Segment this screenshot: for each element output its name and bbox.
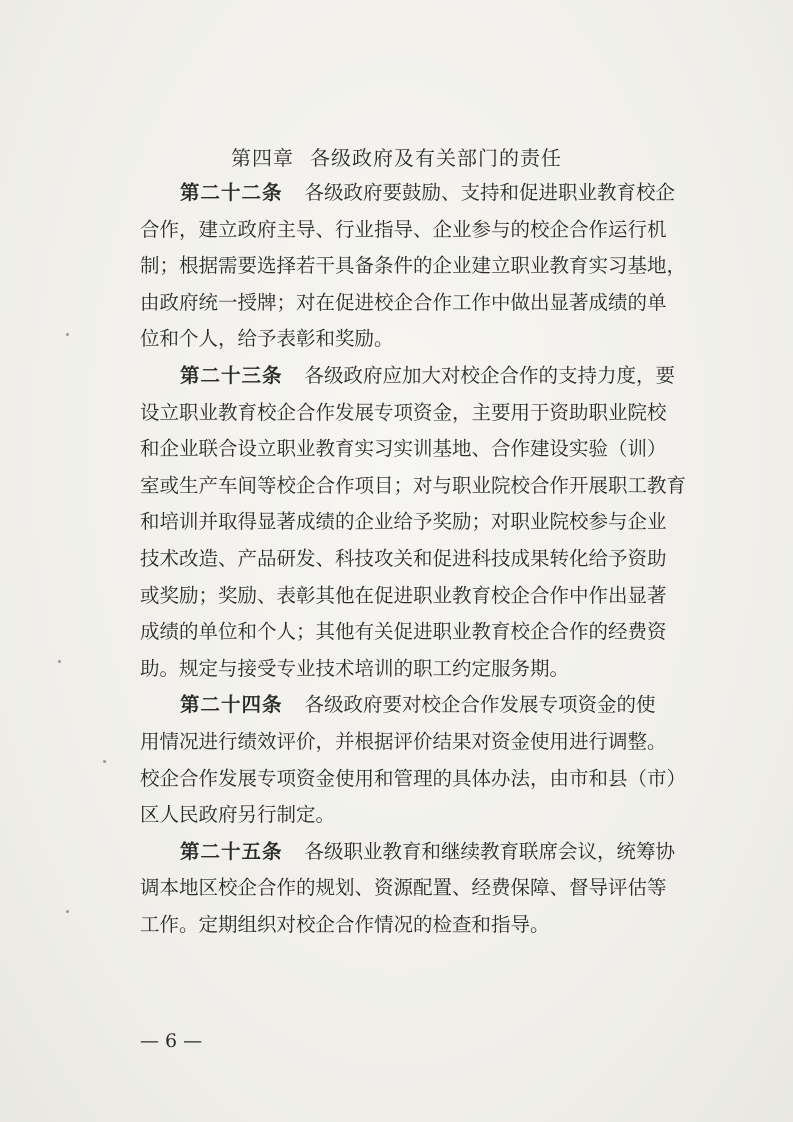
text-line: 技术改造、产品研发、科技攻关和促进科技成果转化给予资助 xyxy=(140,546,667,570)
article-text: 各级政府要对校企合作发展专项资金的使 xyxy=(304,693,656,717)
text-line: 工作。定期组织对校企合作情况的检查和指导。 xyxy=(140,912,550,936)
text-line: 设立职业教育校企合作发展专项资金，主要用于资助职业院校 xyxy=(140,400,667,424)
article-label: 第二十二条 xyxy=(180,181,283,204)
text-line xyxy=(140,358,720,395)
text-line xyxy=(140,834,720,871)
text-line: 调本地区校企合作的规划、资源配置、经费保障、督导评估等 xyxy=(140,876,667,900)
text-line: 或奖励；奖励、表彰其他在促进职业教育校企合作中作出显著 xyxy=(140,583,667,607)
article-label: 第二十五条 xyxy=(180,839,283,863)
text-line: 由政府统一授牌；对在促进校企合作工作中做出显著成绩的单 xyxy=(140,290,667,314)
page-number: — 6 — xyxy=(140,1030,203,1052)
text-line: 和培训并取得显著成绩的企业给予奖励；对职业院校参与企业 xyxy=(140,510,667,534)
chapter-number: 第四章 xyxy=(231,146,294,170)
article-text: 各级职业教育和继续教育联席会议，统筹协 xyxy=(304,839,676,863)
text-line: 和企业联合设立职业教育实习实训基地、合作建设实验（训） xyxy=(140,437,667,461)
article-22 xyxy=(140,175,720,358)
text-line: 位和个人，给予表彰和奖励。 xyxy=(140,327,394,351)
text-line: 助。规定与接受专业技术培训的职工约定服务期。 xyxy=(140,656,570,680)
scan-speck xyxy=(66,333,69,336)
article-text: 各级政府要鼓励、支持和促进职业教育校企 xyxy=(304,181,676,204)
article-24 xyxy=(140,687,720,833)
text-line xyxy=(140,175,720,212)
text-line: 成绩的单位和个人；其他有关促进职业教育校企合作的经费资 xyxy=(140,620,667,644)
text-line: 合作，建立政府主导、行业指导、企业参与的校企合作运行机 xyxy=(140,217,667,241)
scan-speck xyxy=(58,660,61,663)
article-text: 各级政府应加大对校企合作的支持力度，要 xyxy=(304,363,676,387)
scan-speck xyxy=(66,910,69,913)
scan-speck xyxy=(103,760,106,763)
text-line: 校企合作发展专项资金使用和管理的具体办法，由市和县（市） xyxy=(140,766,687,790)
document-body xyxy=(140,175,720,943)
text-line xyxy=(140,687,720,724)
article-25 xyxy=(140,834,720,944)
text-line: 用情况进行绩效评价，并根据评价结果对资金使用进行调整。 xyxy=(140,729,667,753)
article-23 xyxy=(140,358,720,687)
text-line: 室或生产车间等校企合作项目；对与职业院校合作开展职工教育 xyxy=(140,473,687,497)
chapter-title: 各级政府及有关部门的责任 xyxy=(310,146,562,170)
text-line: 制；根据需要选择若干具备条件的企业建立职业教育实习基地， xyxy=(140,254,687,278)
text-line: 区人民政府另行制定。 xyxy=(140,803,336,827)
article-label: 第二十四条 xyxy=(180,693,283,717)
chapter-heading xyxy=(0,142,793,171)
article-label: 第二十三条 xyxy=(180,363,283,387)
